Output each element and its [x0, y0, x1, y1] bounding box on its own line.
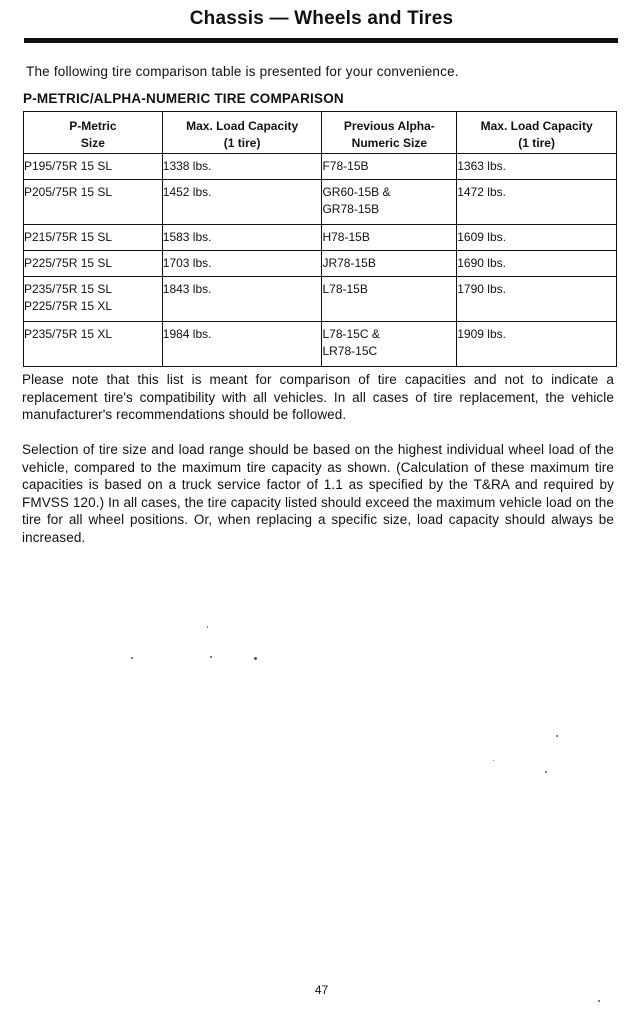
- cell-alpha-numeric-size: H78-15B: [322, 225, 457, 251]
- cell-max-load-alpha: 1909 lbs.: [457, 322, 617, 367]
- paragraph-comparison-note: Please note that this list is meant for comparison of tire capacities and not to indicate a replacement tire's compatibility with all vehicles. In all cases of tire replacement, the vehicle manufacturer's recommendations should be followed.: [22, 372, 614, 422]
- table-row: [24, 251, 617, 277]
- cell-alpha-numeric-size: L78-15B: [322, 277, 457, 322]
- cell-max-load: 1984 lbs.: [162, 322, 322, 367]
- table-row: [24, 322, 617, 367]
- cell-max-load-alpha: 1790 lbs.: [457, 277, 617, 322]
- page-title: Chassis — Wheels and Tires: [189, 8, 454, 29]
- cell-max-load: 1338 lbs.: [162, 154, 322, 180]
- cell-max-load-alpha: 1609 lbs.: [457, 225, 617, 251]
- cell-max-load: 1583 lbs.: [162, 225, 322, 251]
- intro-text: The following tire comparison table is presented for your convenience.: [26, 64, 459, 79]
- cell-p-metric-size: P215/75R 15 SL: [24, 225, 163, 251]
- tire-comparison-table: [23, 111, 617, 367]
- cell-alpha-numeric-size: GR60-15B & GR78-15B: [322, 180, 457, 225]
- column-header-max-load-capacity: Max. Load Capacity (1 tire): [162, 112, 322, 154]
- cell-p-metric-size: P205/75R 15 SL: [24, 180, 163, 225]
- table-row: [24, 225, 617, 251]
- cell-max-load: 1452 lbs.: [162, 180, 322, 225]
- cell-p-metric-size: P225/75R 15 SL: [24, 251, 163, 277]
- cell-max-load: 1843 lbs.: [162, 277, 322, 322]
- table-row: [24, 154, 617, 180]
- scan-speck: [598, 1000, 600, 1002]
- title-rule: [24, 38, 618, 43]
- column-header-previous-alpha-numeric-size: Previous Alpha- Numeric Size: [322, 112, 457, 154]
- cell-max-load-alpha: 1472 lbs.: [457, 180, 617, 225]
- column-header-max-load-capacity-alpha: Max. Load Capacity (1 tire): [457, 112, 617, 154]
- cell-alpha-numeric-size: L78-15C & LR78-15C: [322, 322, 457, 367]
- scan-speck: [207, 626, 208, 628]
- cell-max-load: 1703 lbs.: [162, 251, 322, 277]
- cell-p-metric-size: P235/75R 15 XL: [24, 322, 163, 367]
- cell-max-load-alpha: 1690 lbs.: [457, 251, 617, 277]
- cell-p-metric-size: P235/75R 15 SL P225/75R 15 XL: [24, 277, 163, 322]
- column-header-p-metric-size: P-Metric Size: [24, 112, 163, 154]
- scan-speck: [545, 771, 547, 773]
- table-header-row: [24, 112, 617, 154]
- page-number: 47: [314, 983, 329, 997]
- scan-speck: [131, 657, 133, 659]
- table-row: [24, 180, 617, 225]
- paragraph-tire-selection: Selection of tire size and load range should be based on the highest individual wheel load of the vehicle, compared to the maximum tire capacity as shown. (Calculation of these maximum tire capacities is based on a truck service factor of 1.1 as specified by the T&RA and required by FMVSS 120.) In all cases, the tire capacity listed should exceed the maximum vehicle load on the tire for all wheel positions. Or, when replacing a specific size, load capacity should always be increased.: [22, 442, 614, 545]
- scan-speck: [493, 760, 494, 761]
- scan-speck: [254, 657, 257, 660]
- cell-alpha-numeric-size: JR78-15B: [322, 251, 457, 277]
- cell-p-metric-size: P195/75R 15 SL: [24, 154, 163, 180]
- table-heading: P-METRIC/ALPHA-NUMERIC TIRE COMPARISON: [23, 91, 344, 106]
- scan-speck: [210, 656, 212, 658]
- cell-max-load-alpha: 1363 lbs.: [457, 154, 617, 180]
- cell-alpha-numeric-size: F78-15B: [322, 154, 457, 180]
- table-row: [24, 277, 617, 322]
- scan-speck: [556, 735, 558, 737]
